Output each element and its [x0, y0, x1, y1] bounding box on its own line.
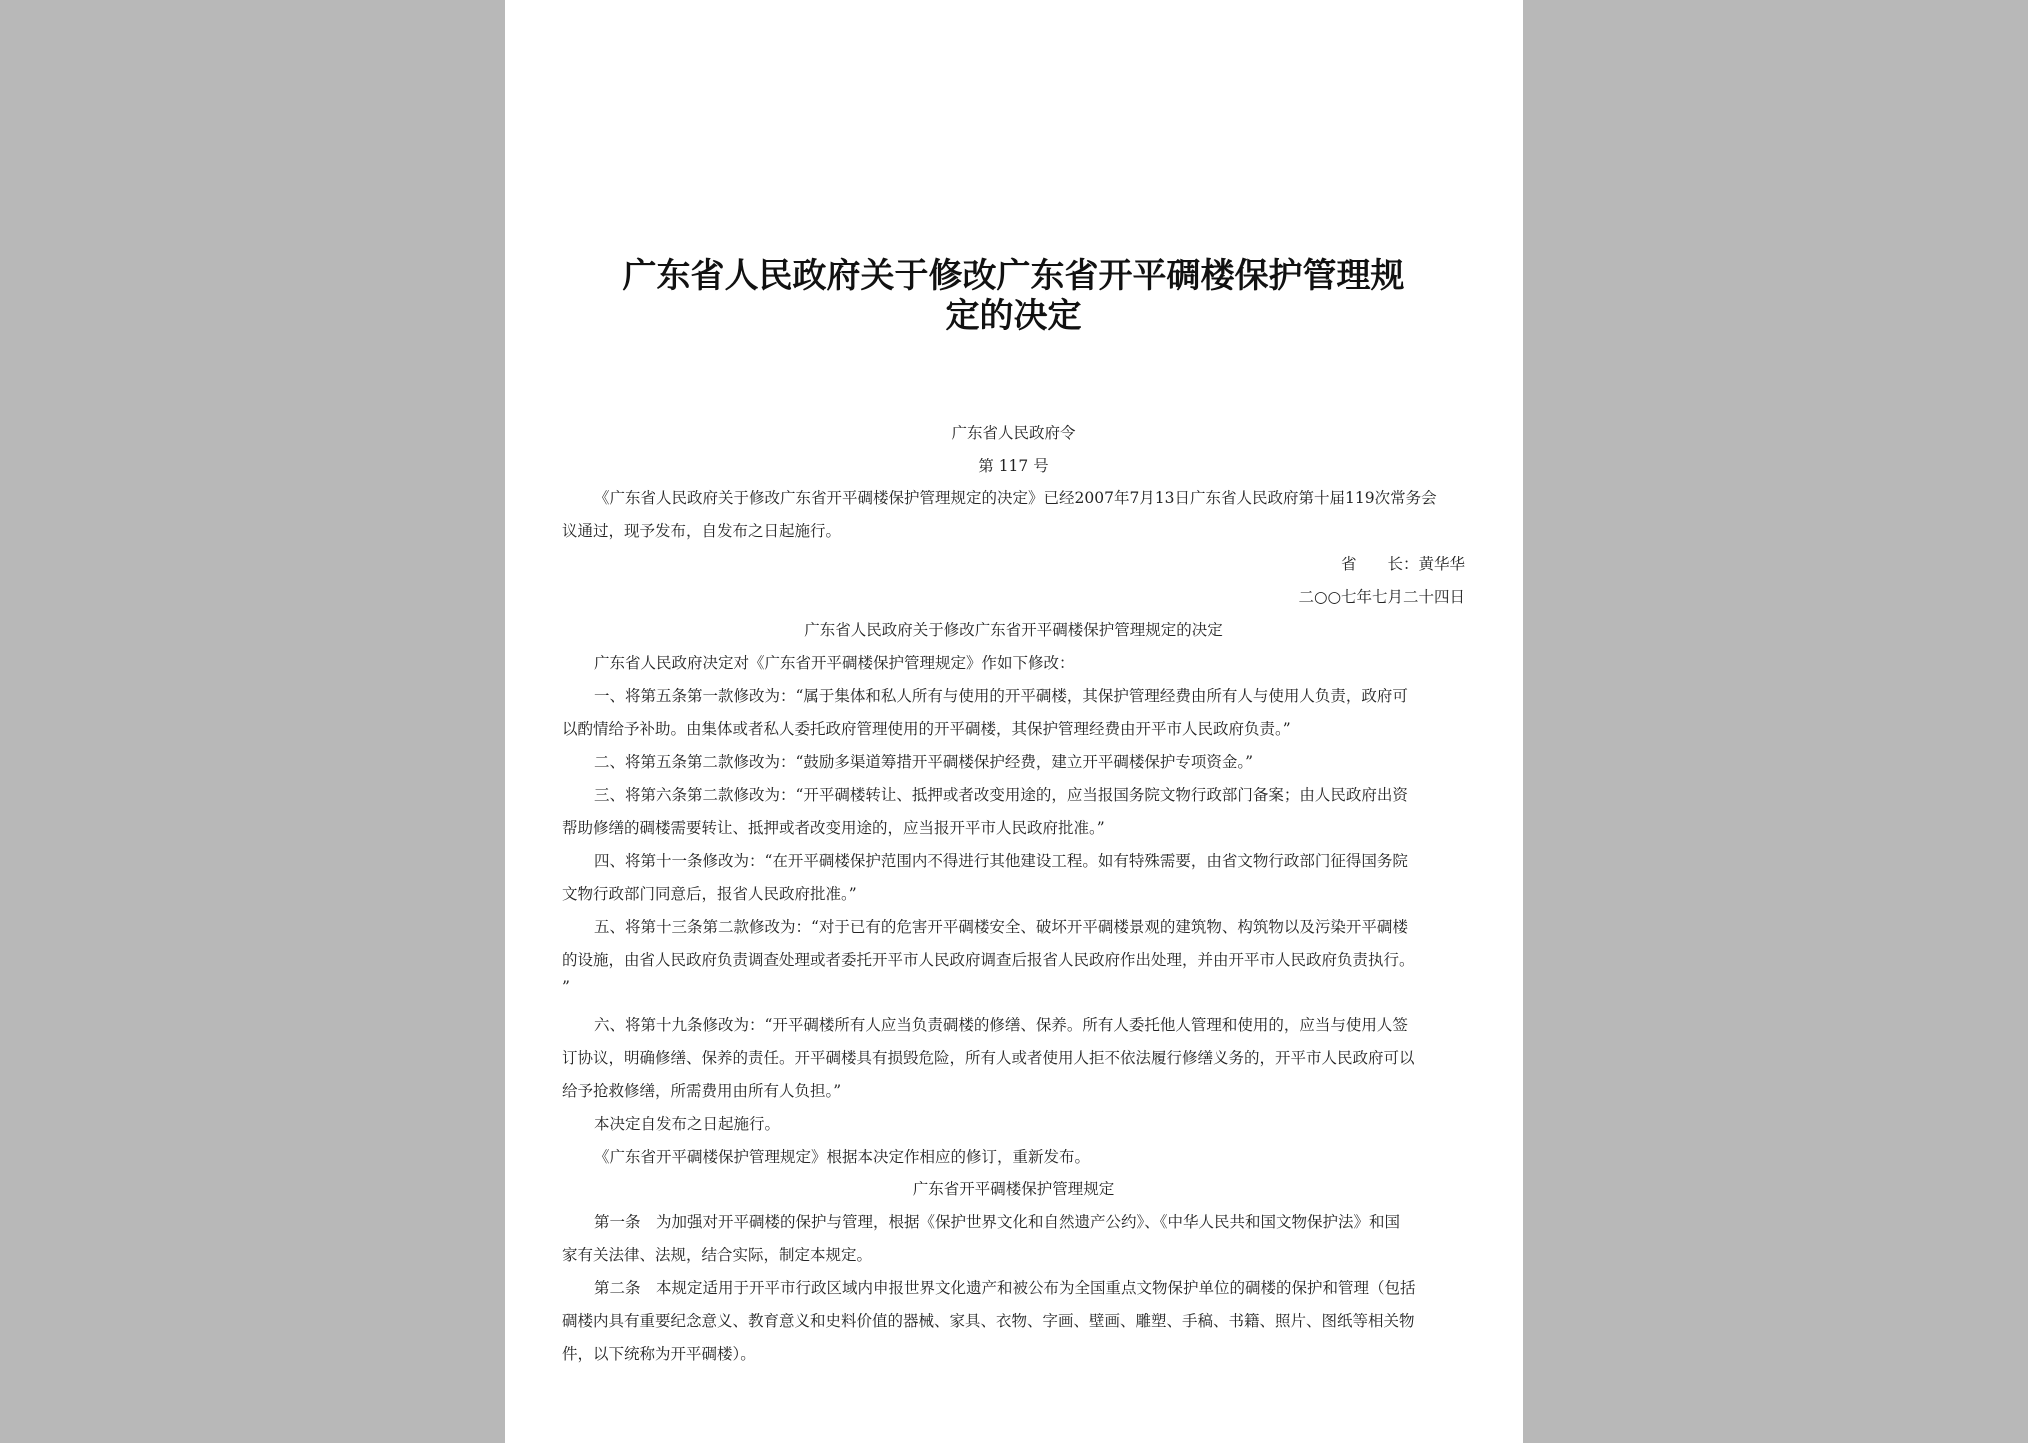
issue-date: 二○○七年七月二十四日	[1298, 588, 1465, 606]
article-2-line-2: 碉楼内具有重要纪念意义、教育意义和史料价值的器械、家具、衣物、字画、壁画、雕塑、手稿、书籍、照片、图纸等相关物	[562, 1312, 1415, 1330]
title-line-2: 定的决定	[945, 296, 1082, 336]
preamble-line-2: 议通过，现予发布，自发布之日起施行。	[562, 522, 842, 540]
article-1-line-2: 家有关法律、法规，结合实际，制定本规定。	[562, 1246, 873, 1264]
order-issuer: 广东省人民政府令	[951, 424, 1076, 442]
item-3-line-2: 帮助修缮的碉楼需要转让、抵押或者改变用途的，应当报开平市人民政府批准。”	[562, 819, 1105, 837]
item-5-line-3: ”	[562, 978, 570, 996]
regulation-heading: 广东省开平碉楼保护管理规定	[912, 1180, 1115, 1198]
document-page	[505, 0, 1523, 1443]
order-number: 第 117 号	[978, 457, 1049, 475]
republish-clause: 《广东省开平碉楼保护管理规定》根据本决定作相应的修订，重新发布。	[594, 1148, 1091, 1166]
item-4-line-1: 四、将第十一条修改为：“在开平碉楼保护范围内不得进行其他建设工程。如有特殊需要，由省文物行政部门征得国务院	[594, 852, 1408, 870]
preamble-line-1: 《广东省人民政府关于修改广东省开平碉楼保护管理规定的决定》已经2007年7月13日广东省人民政府第十届119次常务会	[594, 489, 1437, 507]
item-5-line-2: 的设施，由省人民政府负责调查处理或者委托开平市人民政府调查后报省人民政府作出处理，并由开平市人民政府负责执行。	[562, 951, 1415, 969]
item-6-line-2: 订协议，明确修缮、保养的责任。开平碉楼具有损毁危险，所有人或者使用人拒不依法履行修缮义务的，开平市人民政府可以	[562, 1049, 1415, 1067]
article-2-line-3: 件，以下统称为开平碉楼）。	[562, 1345, 756, 1363]
effective-clause: 本决定自发布之日起施行。	[594, 1115, 781, 1133]
item-3-line-1: 三、将第六条第二款修改为：“开平碉楼转让、抵押或者改变用途的，应当报国务院文物行政部门备案；由人民政府出资	[594, 786, 1408, 804]
item-5-line-1: 五、将第十三条第二款修改为：“对于已有的危害开平碉楼安全、破坏开平碉楼景观的建筑物、构筑物以及污染开平碉楼	[594, 918, 1408, 936]
document-title	[562, 256, 1465, 336]
signature: 省 长：黄华华	[1340, 555, 1465, 573]
item-1-line-2: 以酌情给予补助。由集体或者私人委托政府管理使用的开平碉楼，其保护管理经费由开平市人民政府负责。”	[562, 720, 1291, 738]
item-2: 二、将第五条第二款修改为：“鼓励多渠道筹措开平碉楼保护经费，建立开平碉楼保护专项资金。”	[594, 753, 1254, 771]
item-1-line-1: 一、将第五条第一款修改为：“属于集体和私人所有与使用的开平碉楼，其保护管理经费由所有人与使用人负责，政府可	[594, 687, 1408, 705]
item-6-line-1: 六、将第十九条修改为：“开平碉楼所有人应当负责碉楼的修缮、保养。所有人委托他人管理和使用的，应当与使用人签	[594, 1016, 1408, 1034]
article-2-line-1: 第二条 本规定适用于开平市行政区域内申报世界文化遗产和被公布为全国重点文物保护单位的碉楼的保护和管理（包括	[594, 1279, 1416, 1297]
decision-intro: 广东省人民政府决定对《广东省开平碉楼保护管理规定》作如下修改：	[594, 654, 1075, 672]
decision-heading: 广东省人民政府关于修改广东省开平碉楼保护管理规定的决定	[804, 621, 1223, 639]
article-1-line-1: 第一条 为加强对开平碉楼的保护与管理，根据《保护世界文化和自然遗产公约》、《中华人民共和国文物保护法》和国	[594, 1213, 1401, 1231]
item-4-line-2: 文物行政部门同意后，报省人民政府批准。”	[562, 885, 857, 903]
title-line-1: 广东省人民政府关于修改广东省开平碉楼保护管理规	[622, 256, 1405, 296]
item-6-line-3: 给予抢救修缮，所需费用由所有人负担。”	[562, 1082, 842, 1100]
